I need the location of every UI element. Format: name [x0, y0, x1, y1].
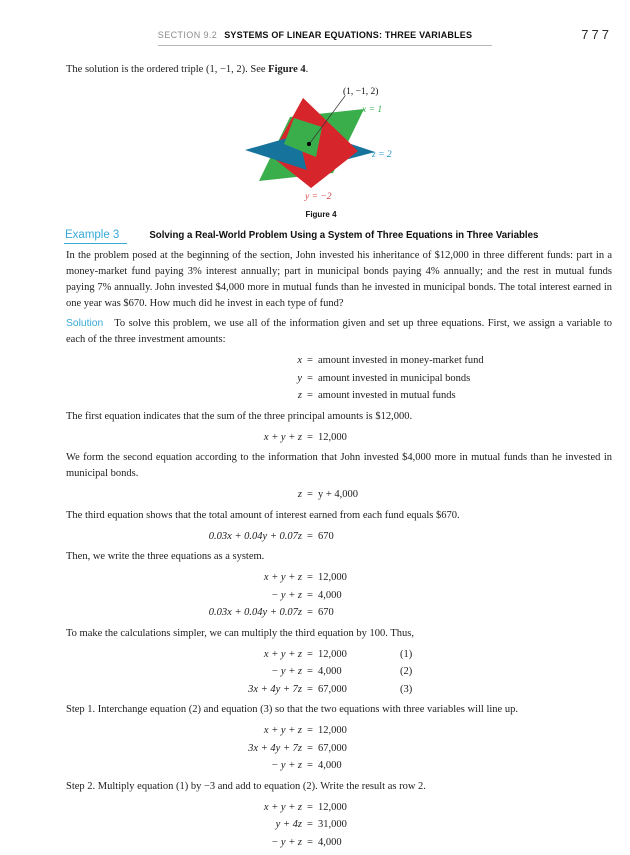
three-planes-plot [245, 84, 435, 206]
equation-row [66, 834, 612, 852]
figure-reference: Figure 4 [268, 64, 306, 75]
equation-second [66, 486, 612, 504]
equals-sign: = [307, 742, 313, 754]
example-body-paragraph: In the problem posed at the beginning of the section, John invested his inheritance of $12,000 in three different funds: part in a money-market fund paying 3% interest annually; part in municipal bonds paying 4% annually; and the rest in mutual funds paying 7% annually. John invested $4,000 more in mutual funds than he invested in municipal bonds. The total interest earned in one year was $670. How much did he invest in each type of fund? [66, 250, 612, 309]
intro-period: . [305, 64, 309, 75]
equation-lhs: 0.03x + 0.04y + 0.07z [208, 530, 302, 542]
example-heading [64, 229, 612, 241]
equation-lhs: z [297, 489, 302, 500]
paragraph-multiply-100: To make the calculations simpler, we can multiply the third equation by 100. Thus, [66, 627, 414, 639]
equation-rhs: 4,000 [318, 836, 342, 848]
equation-lhs: 0.03x + 0.04y + 0.07z [208, 607, 302, 618]
equation-row [66, 740, 612, 758]
equation-row [66, 604, 612, 622]
equation-row [66, 569, 612, 587]
equation-rhs: 12,000 [318, 572, 347, 583]
solution-point-dot [307, 142, 311, 146]
equation-lhs: 3x + 4y + 7z [248, 742, 302, 754]
equation-lhs: y + 4z [275, 819, 302, 830]
equation-row [66, 528, 612, 546]
equation-number: (1) [400, 648, 413, 660]
equation-lhs: − y + z [271, 589, 302, 601]
equals-sign: = [307, 836, 313, 848]
equation-rhs: 12,000 [318, 431, 347, 443]
equation-row [66, 681, 612, 699]
equals-sign: = [307, 607, 313, 618]
paragraph-system-intro: Then, we write the three equations as a system. [66, 551, 265, 562]
equation-number: (2) [400, 666, 413, 677]
var-description: amount invested in money-market fund [318, 355, 484, 366]
equation-rhs: 12,000 [318, 648, 347, 660]
solution-point-label: (1, −1, 2) [343, 87, 379, 97]
equation-row [66, 722, 612, 740]
equation-rhs: 670 [318, 530, 334, 542]
equation-rhs: 4,000 [318, 760, 342, 771]
equation-sum [66, 429, 612, 447]
equals-sign: = [307, 819, 313, 830]
variable-definition-row [66, 352, 612, 370]
equals-sign: = [307, 355, 313, 366]
equation-number: (3) [400, 683, 413, 695]
equation-rhs: 12,000 [318, 801, 347, 813]
equation-lhs: x + y + z [263, 801, 302, 813]
equation-rhs: 67,000 [318, 742, 347, 754]
figure-caption: Figure 4 [305, 210, 337, 219]
equals-sign: = [307, 431, 313, 443]
section-number: SECTION 9.2 [157, 30, 218, 40]
intro-paragraph [66, 62, 612, 78]
equals-sign: = [307, 666, 313, 677]
system-b-numbered [66, 646, 612, 699]
x-plane-label: x = 1 [362, 105, 383, 115]
figure-4 [245, 84, 435, 219]
y-plane-label: y = −2 [305, 192, 332, 202]
equation-row [66, 429, 612, 447]
solution-paragraph [66, 316, 612, 348]
equals-sign: = [307, 589, 313, 601]
paragraph-step1: Step 1. Interchange equation (2) and equation (3) so that the two equations with three variables will line up. [66, 704, 518, 715]
example-label: Example 3 [64, 229, 127, 244]
system-c [66, 722, 612, 775]
equation-rhs: 67,000 [318, 683, 347, 695]
z-plane-label: z = 2 [372, 150, 392, 160]
equation-row [66, 587, 612, 605]
equals-sign: = [307, 683, 313, 695]
example-title: Solving a Real-World Problem Using a System of Three Equations in Three Variables [149, 230, 539, 241]
var-description: amount invested in mutual funds [318, 390, 456, 401]
solution-label: Solution [66, 318, 104, 329]
equation-lhs: x + y + z [263, 725, 302, 736]
equation-row [66, 646, 612, 664]
paragraph-second-equation: We form the second equation according to the information that John invested $4,000 more in mutual funds than he invested in municipal bonds. [66, 452, 612, 479]
page-number: 777 [581, 27, 612, 42]
equals-sign: = [307, 390, 313, 401]
equals-sign: = [307, 725, 313, 736]
running-header [0, 30, 630, 40]
equation-lhs: 3x + 4y + 7z [248, 683, 302, 695]
header-rule [158, 45, 492, 46]
equation-row [66, 486, 612, 504]
equation-rhs: 12,000 [318, 725, 347, 736]
equation-row [66, 757, 612, 775]
section-title: SYSTEMS OF LINEAR EQUATIONS: THREE VARIABLES [224, 30, 473, 40]
var-symbol: y [297, 372, 302, 384]
equals-sign: = [307, 572, 313, 583]
var-symbol: x [297, 355, 302, 366]
var-description: amount invested in municipal bonds [318, 372, 471, 384]
equals-sign: = [307, 372, 313, 384]
equation-lhs: − y + z [271, 666, 302, 677]
equation-lhs: x + y + z [263, 572, 302, 583]
equation-rhs: 4,000 [318, 666, 342, 677]
variable-definition-row [66, 370, 612, 388]
equation-rhs: 4,000 [318, 589, 342, 601]
system-a [66, 569, 612, 622]
paragraph-first-equation: The first equation indicates that the sum of the three principal amounts is $12,000. [66, 410, 413, 422]
equation-row [66, 816, 612, 834]
equals-sign: = [307, 648, 313, 660]
equals-sign: = [307, 530, 313, 542]
variable-definitions [66, 352, 612, 405]
equals-sign: = [307, 760, 313, 771]
paragraph-step2: Step 2. Multiply equation (1) by −3 and add to equation (2). Write the result as row 2. [66, 780, 426, 792]
equation-interest [66, 528, 612, 546]
equation-row [66, 799, 612, 817]
equation-lhs: x + y + z [263, 431, 302, 443]
equals-sign: = [307, 801, 313, 813]
solution-text: To solve this problem, we use all of the information given and set up three equations. First, we assign a variable to each of the three investment amounts: [66, 318, 612, 345]
system-d [66, 799, 612, 852]
paragraph-third-equation: The third equation shows that the total amount of interest earned from each fund equals $670. [66, 509, 460, 521]
equation-rhs: y + 4,000 [318, 489, 359, 500]
equation-row [66, 663, 612, 681]
equals-sign: = [307, 489, 313, 500]
variable-definition-row [66, 387, 612, 405]
intro-text: The solution is the ordered triple (1, −1, 2). See [66, 64, 269, 75]
var-symbol: z [297, 390, 302, 401]
equation-rhs: 31,000 [318, 819, 347, 830]
equation-lhs: − y + z [271, 836, 302, 848]
equation-lhs: − y + z [271, 760, 302, 771]
page-content [66, 58, 612, 855]
equation-lhs: x + y + z [263, 648, 302, 660]
equation-rhs: 670 [318, 607, 334, 618]
